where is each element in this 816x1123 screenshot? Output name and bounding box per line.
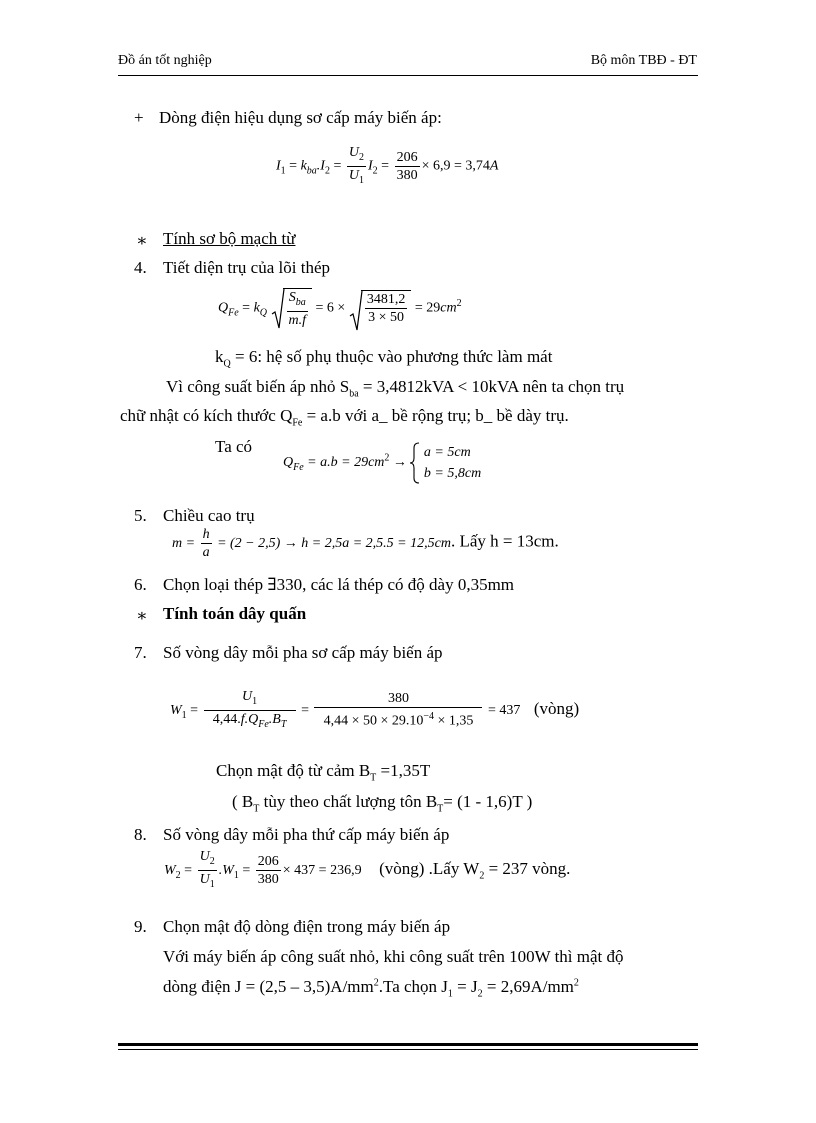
- case-a: a = 5cm: [423, 445, 471, 460]
- section-title-winding: Tính toán dây quấn: [163, 604, 307, 623]
- fraction-u2-u1: $\frac{U_2}{U_1}$: [347, 144, 366, 189]
- item-8-text: Số vòng dây mỗi pha thứ cấp máy biến áp: [163, 825, 450, 844]
- item-5-text: Chiều cao trụ: [163, 506, 255, 525]
- item-9-text: Chọn mật độ dòng điện trong máy biến áp: [163, 917, 451, 936]
- paragraph-current-density-values: dòng điện $J = (2,5 - 3,5)A/mm^2.Ta$ chọn $J_1 = J_2 = 2,69A/mm^2$: [163, 977, 579, 1000]
- paragraph-core-choice: Vì công suất biến áp nhỏ $S_{ba} = 3,4812kVA < 10kVA$ nên ta chọn trụ: [166, 377, 625, 400]
- header-right: Bộ môn TBĐ - ĐT: [590, 53, 697, 68]
- footer-rule-thin: [118, 1049, 698, 1050]
- equation-qfe: $Q_{Fe} = k_Q$ $\frac{S_{ba}}{m.f}$ = 6 × $\frac{3481,2}{3 \times 50}$ = $29cm^2$: [218, 288, 462, 329]
- item-7-text: Số vòng dây mỗi pha sơ cấp máy biến áp: [163, 643, 443, 662]
- equation-i1: $I_1 = k_{ba}.I_2$ = $\frac{U_2}{U_1}$ $I_2$ = $\frac{206}{380}$ × 6,9 = 3,74A: [276, 144, 498, 189]
- paragraph-current-density: Với máy biến áp công suất nhỏ, khi công suất trên 100W thì mật độ: [163, 947, 624, 966]
- case-b: b = 5,8cm: [423, 466, 482, 481]
- item-6-number: 6.: [134, 575, 147, 594]
- section-title-magnetic-core: Tính sơ bộ mạch từ: [163, 229, 296, 248]
- section-bullet: ∗: [136, 606, 148, 625]
- bt-choice: Chọn mật độ từ cảm $B_T =1,35T$: [216, 761, 431, 784]
- section-bullet: ∗: [136, 231, 148, 250]
- case-brace: [410, 442, 420, 484]
- equation-w2: $W_2$ = $\frac{U_2}{U_1}$ $.W_1$ = $\frac{206}{380}$ × 437 = 236,9 (vòng) .Lấy $W_2 = 237$ vòng.: [164, 848, 570, 893]
- equation-ab: $Q_{Fe} = a.b = 29cm^2$ → a = 5cm b = 5,8cm: [283, 442, 481, 484]
- equation-w1: $W_1$ = $\frac{U_1}{4,44.f.Q_{Fe}.B_T}$ = $\frac{380}{4,44 \times 50 \times 29.10^{-4} \times 1,35}$ = 437 (vòng): [170, 688, 579, 733]
- line-primary-current: Dòng điện hiệu dụng sơ cấp máy biến áp:: [159, 108, 442, 127]
- item-8-number: 8.: [134, 825, 147, 844]
- header-left: Đồ án tốt nghiệp: [118, 53, 212, 68]
- bullet-plus: +: [134, 108, 144, 127]
- header-rule: [118, 75, 698, 76]
- paragraph-core-dimensions: chữ nhật có kích thước $Q_{Fe} = a.b$ với a_ bề rộng trụ; b_ bề dày trụ.: [120, 406, 569, 429]
- item-7-number: 7.: [134, 643, 147, 662]
- equation-height: m = $\frac{h}{a}$ = (2 − 2,5) → h = 2,5a = 2,5.5 = 12,5cm. Lấy h = 13cm.: [172, 527, 559, 560]
- item-4-text: Tiết diện trụ của lõi thép: [163, 258, 330, 277]
- bt-range: ( $B_T$ tùy theo chất lượng tôn $B_T= (1 - 1,6)T$ ): [232, 792, 533, 815]
- footer-rule-thick: [118, 1043, 698, 1046]
- kq-description: $k_Q = 6$: hệ số phụ thuộc vào phương thức làm mát: [215, 347, 553, 370]
- sqrt-3481: $\frac{3481,2}{3 \times 50}$: [349, 290, 412, 326]
- label-ta-co: Ta có: [215, 437, 253, 456]
- sqrt-sba-mf: $\frac{S_{ba}}{m.f}$: [271, 288, 313, 329]
- item-5-number: 5.: [134, 506, 147, 525]
- item-6-text: Chọn loại thép ∃330, các lá thép có độ dày 0,35mm: [163, 575, 515, 594]
- item-4-number: 4.: [134, 258, 147, 277]
- fraction-206-380: $\frac{206}{380}$: [396, 149, 418, 183]
- item-9-number: 9.: [134, 917, 147, 936]
